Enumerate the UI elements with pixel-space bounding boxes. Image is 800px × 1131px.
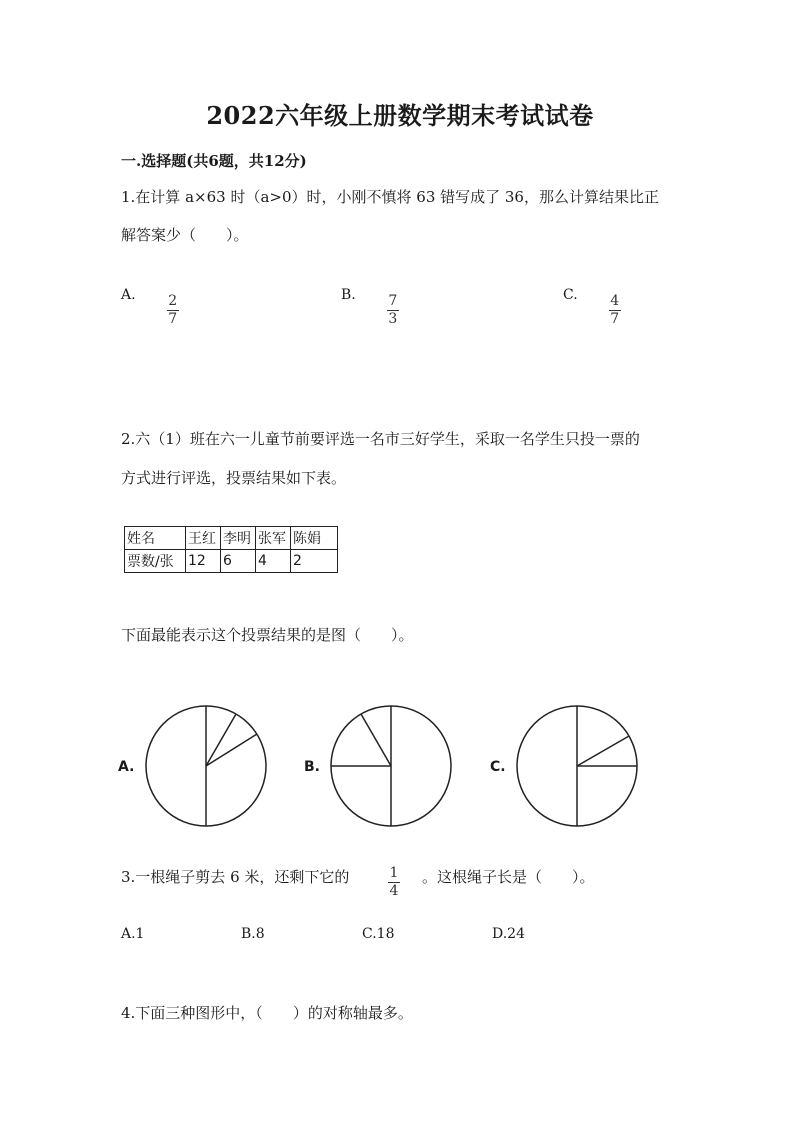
section-heading: 一.选择题(共6题，共12分) xyxy=(121,152,307,170)
pie-chart-b xyxy=(325,700,457,832)
vote-table xyxy=(124,526,338,573)
pie-chart-a xyxy=(140,700,272,832)
question-3-fraction xyxy=(388,862,400,899)
pie-chart-c xyxy=(511,700,643,832)
q3-denominator: 4 xyxy=(389,883,399,899)
pie-a-label: A. xyxy=(118,759,135,775)
q1-option-b-fraction xyxy=(387,294,399,327)
pie-a-divider xyxy=(206,714,236,766)
q1-option-c-label: C. xyxy=(563,287,578,303)
pie-c-label: C. xyxy=(490,759,506,775)
question-2-prompt: 下面最能表示这个投票结果的是图（ ）。 xyxy=(121,626,414,644)
table-cell: 李明 xyxy=(221,527,256,550)
question-3-text-after: 。这根绳子长是（ ）。 xyxy=(422,868,595,886)
table-row xyxy=(125,550,338,573)
q1-option-a-label: A. xyxy=(121,287,136,303)
table-cell: 12 xyxy=(186,550,221,573)
q1-option-c-denominator: 7 xyxy=(610,311,620,327)
q3-choice-a: A.1 xyxy=(121,926,145,942)
table-cell: 姓名 xyxy=(125,527,186,550)
q3-choice-d: D.24 xyxy=(492,926,525,942)
q1-option-b-numerator: 7 xyxy=(388,293,398,309)
q3-numerator: 1 xyxy=(389,865,399,881)
question-1-line-2: 解答案少（ ）。 xyxy=(121,226,249,244)
q1-option-c-fraction xyxy=(609,294,621,327)
table-cell: 王红 xyxy=(186,527,221,550)
q1-option-a-numerator: 2 xyxy=(168,293,178,309)
q3-choice-b: B.8 xyxy=(241,926,265,942)
question-1-line-1: 1.在计算 a×63 时（a>0）时，小刚不慎将 63 错写成了 36，那么计算结果比正 xyxy=(121,188,659,206)
pie-c-divider xyxy=(577,736,629,766)
question-2-line-1: 2.六（1）班在六一儿童节前要评选一名市三好学生，采取一名学生只投一票的 xyxy=(121,430,640,448)
pie-b-label: B. xyxy=(304,759,320,775)
pie-a-divider xyxy=(206,734,257,766)
q1-option-b-label: B. xyxy=(341,287,356,303)
table-cell: 2 xyxy=(291,550,338,573)
q1-option-a-denominator: 7 xyxy=(168,311,178,327)
table-cell: 陈娟 xyxy=(291,527,338,550)
table-cell: 4 xyxy=(256,550,291,573)
page-title: 2022六年级上册数学期末考试试卷 xyxy=(206,101,594,130)
q1-option-b xyxy=(341,287,399,327)
question-4-text: 4.下面三种图形中，（ ）的对称轴最多。 xyxy=(121,1004,413,1022)
q1-option-a-fraction xyxy=(167,294,179,327)
q1-option-b-denominator: 3 xyxy=(388,311,398,327)
table-row xyxy=(125,527,338,550)
q1-option-c-numerator: 4 xyxy=(610,293,620,309)
q1-option-a xyxy=(121,287,179,327)
table-cell: 6 xyxy=(221,550,256,573)
pie-b-divider xyxy=(361,714,391,766)
question-2-line-2: 方式进行评选，投票结果如下表。 xyxy=(121,469,347,487)
table-cell: 票数/张 xyxy=(125,550,186,573)
q3-fraction xyxy=(388,866,400,899)
question-3-text-before: 3.一根绳子剪去 6 米，还剩下它的 xyxy=(121,868,350,886)
table-cell: 张军 xyxy=(256,527,291,550)
q1-option-c xyxy=(563,287,621,327)
q3-choice-c: C.18 xyxy=(362,926,395,942)
